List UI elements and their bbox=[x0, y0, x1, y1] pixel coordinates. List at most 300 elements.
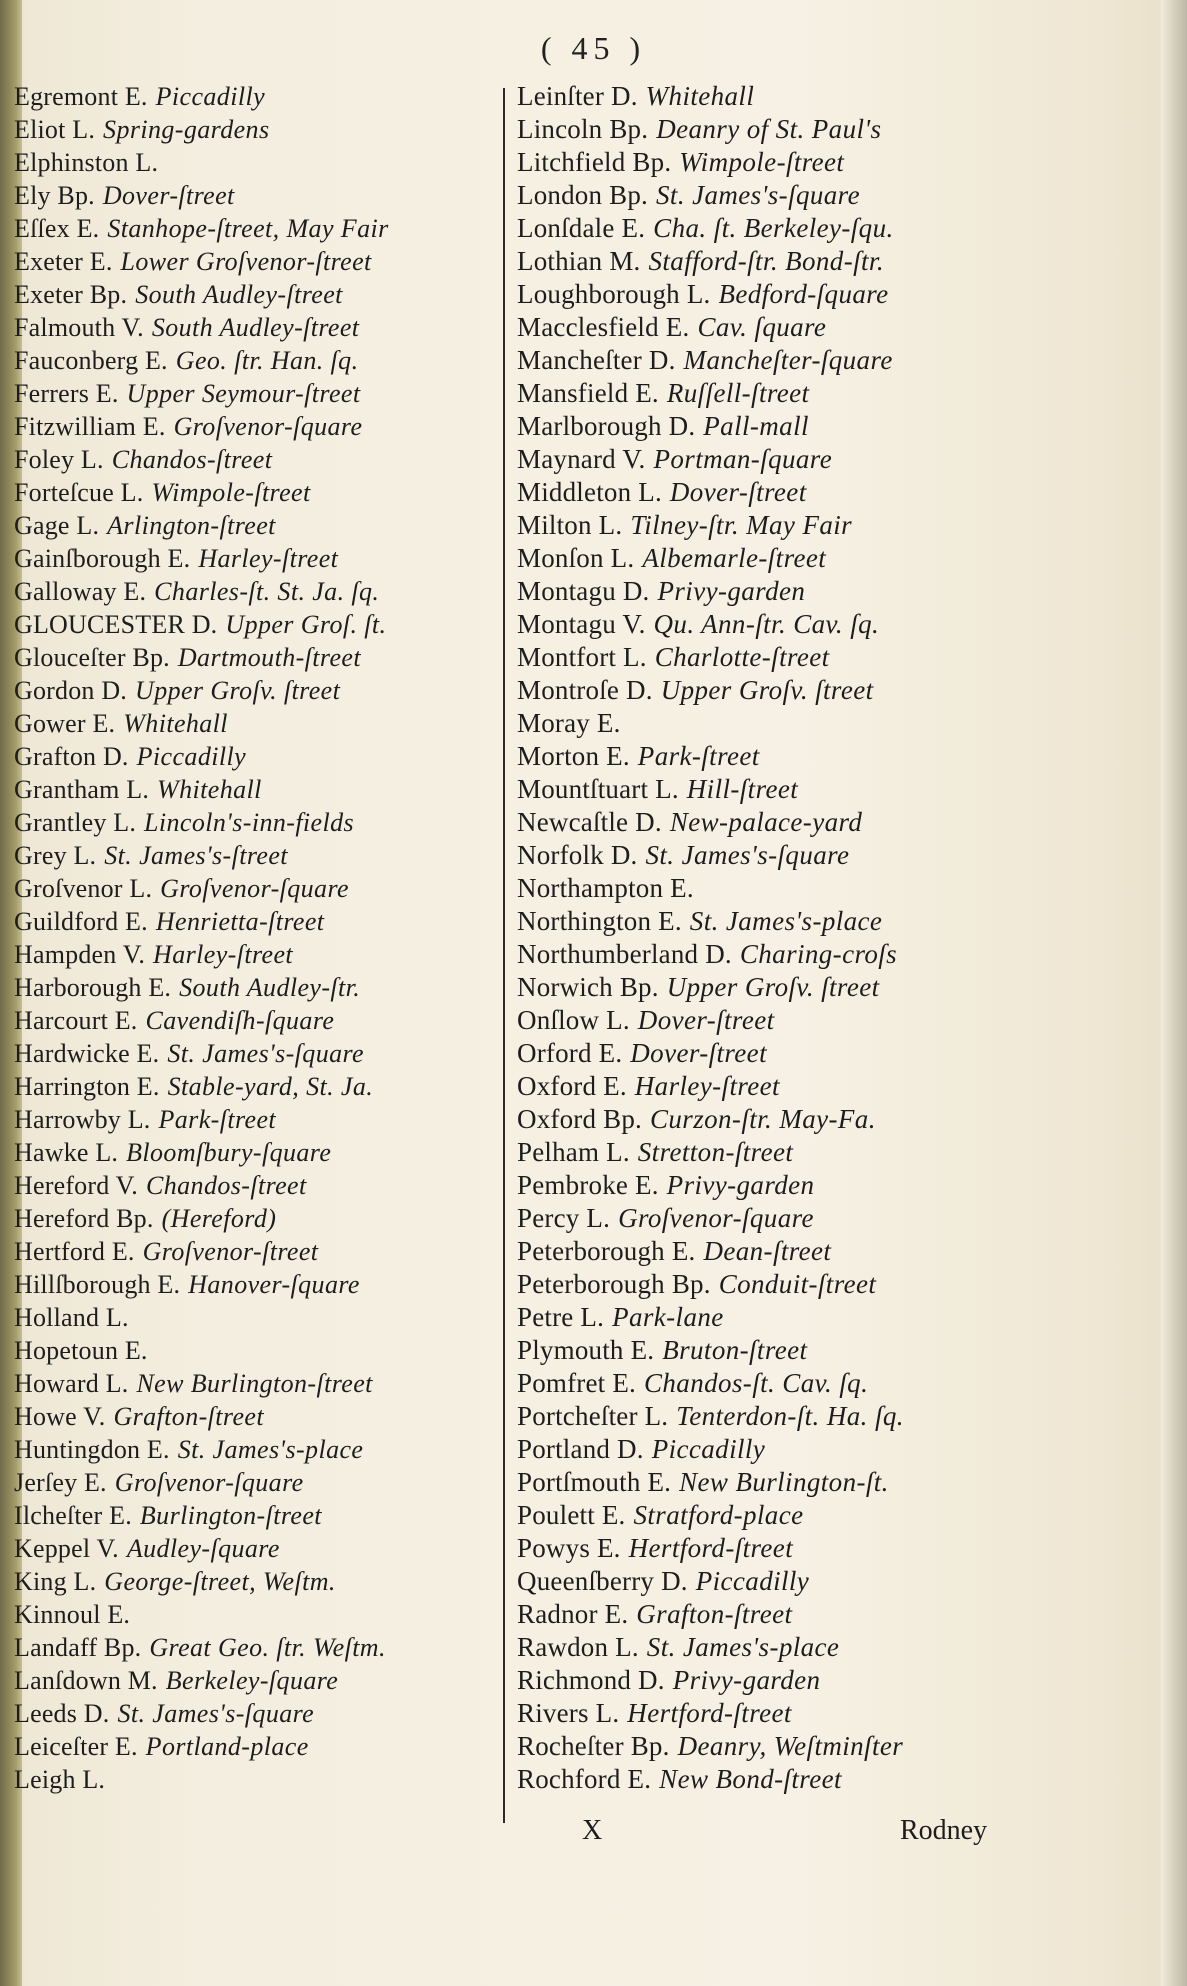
directory-entry bbox=[517, 179, 1017, 212]
entry-title: Lonſdale E. bbox=[517, 213, 646, 243]
directory-entry bbox=[517, 1400, 1017, 1433]
entry-title: Grey L. bbox=[14, 841, 97, 870]
entry-address: Privy-garden bbox=[672, 1665, 821, 1695]
entry-title: Grantley L. bbox=[14, 808, 137, 837]
entry-title: Hereford Bp. bbox=[14, 1204, 154, 1233]
entry-address: Portland-place bbox=[145, 1732, 309, 1761]
entry-title: Montagu D. bbox=[517, 576, 650, 606]
directory-entry bbox=[14, 1631, 494, 1664]
entry-address: Park-ſtreet bbox=[637, 741, 760, 771]
entry-title: Keppel V. bbox=[14, 1534, 119, 1563]
entry-title: GLOUCESTER D. bbox=[14, 610, 218, 639]
directory-entry bbox=[14, 1763, 494, 1796]
entry-title: Hawke L. bbox=[14, 1138, 119, 1167]
directory-entry bbox=[517, 1004, 1017, 1037]
entry-address: Whitehall bbox=[645, 81, 755, 111]
entry-address: Qu. Ann-ſtr. Cav. ſq. bbox=[653, 609, 880, 639]
entry-address: Pall-mall bbox=[703, 411, 809, 441]
directory-entry bbox=[517, 1235, 1017, 1268]
entry-address: Hanover-ſquare bbox=[188, 1270, 360, 1299]
entry-address: Cav. ſquare bbox=[697, 312, 827, 342]
directory-entry bbox=[517, 113, 1017, 146]
entry-address: Stafford-ſtr. Bond-ſtr. bbox=[648, 246, 884, 276]
entry-address: Lincoln's-inn-fields bbox=[144, 808, 355, 837]
entry-address: Piccadilly bbox=[695, 1566, 810, 1596]
entry-address: New Bond-ſtreet bbox=[659, 1764, 842, 1794]
entry-title: Oxford Bp. bbox=[517, 1104, 642, 1134]
entry-title: Northampton E. bbox=[517, 873, 694, 903]
entry-title: Gainſborough E. bbox=[14, 544, 191, 573]
entry-title: Montagu V. bbox=[517, 609, 646, 639]
directory-entry bbox=[14, 1565, 494, 1598]
entry-address: Park-ſtreet bbox=[158, 1105, 277, 1134]
entry-address: Stanhope-ſtreet, May Fair bbox=[107, 214, 389, 243]
entry-address: (Hereford) bbox=[161, 1204, 277, 1233]
directory-entry bbox=[14, 839, 494, 872]
entry-title: Fitzwilliam E. bbox=[14, 412, 166, 441]
directory-entry bbox=[14, 443, 494, 476]
entry-title: Hereford V. bbox=[14, 1171, 138, 1200]
directory-entry bbox=[517, 1202, 1017, 1235]
directory-entry bbox=[517, 344, 1017, 377]
directory-entry bbox=[14, 1367, 494, 1400]
entry-title: Harcourt E. bbox=[14, 1006, 138, 1035]
directory-entry bbox=[14, 1532, 494, 1565]
entry-address: Harley-ſtreet bbox=[198, 544, 339, 573]
directory-entry bbox=[517, 1433, 1017, 1466]
directory-entry bbox=[14, 311, 494, 344]
entry-address: Conduit-ſtreet bbox=[718, 1269, 877, 1299]
entry-title: Leigh L. bbox=[14, 1765, 106, 1794]
directory-entry bbox=[14, 938, 494, 971]
directory-entry bbox=[14, 509, 494, 542]
entry-title: Howe V. bbox=[14, 1402, 106, 1431]
directory-entry bbox=[14, 740, 494, 773]
directory-entry bbox=[517, 938, 1017, 971]
entry-address: Dartmouth-ſtreet bbox=[177, 643, 361, 672]
directory-entry bbox=[14, 1664, 494, 1697]
entry-title: Maynard V. bbox=[517, 444, 646, 474]
entry-title: Peterborough Bp. bbox=[517, 1269, 711, 1299]
entry-title: Fauconberg E. bbox=[14, 346, 168, 375]
directory-entry bbox=[14, 146, 494, 179]
directory-entry bbox=[517, 740, 1017, 773]
entry-address: Tilney-ſtr. May Fair bbox=[630, 510, 853, 540]
directory-entry bbox=[14, 1268, 494, 1301]
entry-title: Forteſcue L. bbox=[14, 478, 144, 507]
directory-entry bbox=[517, 80, 1017, 113]
entry-address: New Burlington-ſtreet bbox=[136, 1369, 373, 1398]
directory-entry bbox=[14, 1499, 494, 1532]
entry-address: Dover-ſtreet bbox=[637, 1005, 775, 1035]
directory-entry bbox=[517, 1763, 1017, 1796]
entry-title: Elphinston L. bbox=[14, 148, 159, 177]
entry-title: Radnor E. bbox=[517, 1599, 629, 1629]
entry-title: Holland L. bbox=[14, 1303, 129, 1332]
entry-title: Marlborough D. bbox=[517, 411, 696, 441]
entry-title: Plymouth E. bbox=[517, 1335, 655, 1365]
entry-address: Albemarle-ſtreet bbox=[642, 543, 827, 573]
directory-entry bbox=[14, 1037, 494, 1070]
directory-entry bbox=[517, 872, 1017, 905]
directory-entry bbox=[517, 641, 1017, 674]
directory-entry bbox=[14, 179, 494, 212]
entry-title: Monſon L. bbox=[517, 543, 635, 573]
entry-title: London Bp. bbox=[517, 180, 649, 210]
entry-title: Gordon D. bbox=[14, 676, 128, 705]
directory-entry bbox=[14, 1169, 494, 1202]
entry-title: Egremont E. bbox=[14, 82, 148, 111]
entry-address: Wimpole-ſtreet bbox=[151, 478, 311, 507]
entry-title: Gower E. bbox=[14, 709, 116, 738]
entry-title: Ely Bp. bbox=[14, 181, 95, 210]
directory-entry bbox=[14, 1466, 494, 1499]
entry-address: Deanry, Weſtminſter bbox=[677, 1731, 904, 1761]
entry-address: Bloomſbury-ſquare bbox=[126, 1138, 332, 1167]
entry-title: Montroſe D. bbox=[517, 675, 653, 705]
directory-entry bbox=[14, 1202, 494, 1235]
entry-title: Portcheſter L. bbox=[517, 1401, 669, 1431]
entry-address: Ruſſell-ſtreet bbox=[666, 378, 810, 408]
entry-address: St. James's-ſquare bbox=[117, 1699, 315, 1728]
directory-entry bbox=[14, 971, 494, 1004]
directory-entry bbox=[517, 1367, 1017, 1400]
directory-entry bbox=[14, 674, 494, 707]
directory-entry bbox=[517, 1565, 1017, 1598]
entry-title: Howard L. bbox=[14, 1369, 129, 1398]
entry-address: St. James's-ſquare bbox=[645, 840, 850, 870]
entry-address: Berkeley-ſquare bbox=[165, 1666, 339, 1695]
entry-address: Privy-garden bbox=[657, 576, 806, 606]
entry-address: Upper Groſv. ſtreet bbox=[666, 972, 880, 1002]
directory-entry bbox=[517, 575, 1017, 608]
entry-address: New-palace-yard bbox=[669, 807, 863, 837]
entry-title: Harrowby L. bbox=[14, 1105, 151, 1134]
directory-entry bbox=[14, 476, 494, 509]
entry-title: Harrington E. bbox=[14, 1072, 160, 1101]
entry-title: Hampden V. bbox=[14, 940, 146, 969]
directory-entry bbox=[517, 311, 1017, 344]
entry-title: Kinnoul E. bbox=[14, 1600, 131, 1629]
directory-entry bbox=[14, 245, 494, 278]
entry-title: Falmouth V. bbox=[14, 313, 144, 342]
entry-title: Rawdon L. bbox=[517, 1632, 639, 1662]
entry-title: Montfort L. bbox=[517, 642, 647, 672]
directory-entry bbox=[14, 212, 494, 245]
entry-title: Powys E. bbox=[517, 1533, 621, 1563]
directory-entry bbox=[517, 1169, 1017, 1202]
entry-title: Exeter Bp. bbox=[14, 280, 128, 309]
entry-title: Ferrers E. bbox=[14, 379, 119, 408]
entry-address: Grafton-ſtreet bbox=[113, 1402, 264, 1431]
directory-entry bbox=[14, 872, 494, 905]
entry-title: Huntingdon E. bbox=[14, 1435, 170, 1464]
entry-title: Hardwicke E. bbox=[14, 1039, 160, 1068]
entry-address: St. James's-ſquare bbox=[656, 180, 860, 210]
entry-address: Hertford-ſtreet bbox=[628, 1533, 794, 1563]
directory-entry bbox=[14, 773, 494, 806]
directory-entry bbox=[517, 212, 1017, 245]
entry-title: Lothian M. bbox=[517, 246, 641, 276]
entry-title: Foley L. bbox=[14, 445, 104, 474]
entry-address: Chandos-ſtreet bbox=[146, 1171, 307, 1200]
entry-title: Poulett E. bbox=[517, 1500, 626, 1530]
directory-entry bbox=[14, 344, 494, 377]
directory-entry bbox=[14, 1004, 494, 1037]
directory-entry bbox=[517, 1334, 1017, 1367]
entry-title: Morton E. bbox=[517, 741, 630, 771]
entry-title: Richmond D. bbox=[517, 1665, 665, 1695]
entry-address: Upper Seymour-ſtreet bbox=[126, 379, 361, 408]
entry-address: St. James's-ſquare bbox=[167, 1039, 364, 1068]
entry-address: Harley-ſtreet bbox=[634, 1071, 780, 1101]
entry-title: Grafton D. bbox=[14, 742, 129, 771]
directory-entry bbox=[517, 806, 1017, 839]
entry-title: Pomfret E. bbox=[517, 1368, 636, 1398]
entry-title: Leeds D. bbox=[14, 1699, 110, 1728]
entry-address: Portman-ſquare bbox=[653, 444, 833, 474]
entry-title: Mountſtuart L. bbox=[517, 774, 679, 804]
entry-title: Landaff Bp. bbox=[14, 1633, 142, 1662]
entry-title: Eſſex E. bbox=[14, 214, 100, 243]
directory-entry bbox=[517, 1103, 1017, 1136]
entry-address: Stretton-ſtreet bbox=[637, 1137, 794, 1167]
directory-entry bbox=[517, 674, 1017, 707]
entry-address: Bruton-ſtreet bbox=[662, 1335, 808, 1365]
entry-title: Leinſter D. bbox=[517, 81, 638, 111]
entry-address: St. James's-place bbox=[689, 906, 883, 936]
directory-entry bbox=[14, 806, 494, 839]
entry-address: Bedford-ſquare bbox=[718, 279, 889, 309]
entry-address: Hertford-ſtreet bbox=[627, 1698, 792, 1728]
directory-entry bbox=[14, 542, 494, 575]
directory-entry bbox=[517, 509, 1017, 542]
entry-address: Grafton-ſtreet bbox=[636, 1599, 793, 1629]
entry-address: Dover-ſtreet bbox=[102, 181, 235, 210]
entry-address: Piccadilly bbox=[651, 1434, 766, 1464]
entry-address: Tenterdon-ſt. Ha. ſq. bbox=[676, 1401, 904, 1431]
entry-title: Rochford E. bbox=[517, 1764, 652, 1794]
entry-address: Piccadilly bbox=[155, 82, 266, 111]
directory-entry bbox=[517, 476, 1017, 509]
directory-entry bbox=[517, 377, 1017, 410]
entry-title: Pelham L. bbox=[517, 1137, 630, 1167]
entry-address: Henrietta-ſtreet bbox=[155, 907, 325, 936]
directory-entry bbox=[517, 1037, 1017, 1070]
directory-entry bbox=[14, 1400, 494, 1433]
directory-entry bbox=[14, 575, 494, 608]
entry-title: Northington E. bbox=[517, 906, 682, 936]
entry-title: Norfolk D. bbox=[517, 840, 638, 870]
directory-entry bbox=[14, 1235, 494, 1268]
directory-entry bbox=[517, 1268, 1017, 1301]
entry-title: Queenſberry D. bbox=[517, 1566, 688, 1596]
entry-address: Curzon-ſtr. May-Fa. bbox=[650, 1104, 876, 1134]
entry-title: Eliot L. bbox=[14, 115, 96, 144]
entry-title: Portland D. bbox=[517, 1434, 644, 1464]
directory-entry bbox=[517, 443, 1017, 476]
entry-title: Hertford E. bbox=[14, 1237, 135, 1266]
entry-title: Hopetoun E. bbox=[14, 1336, 148, 1365]
directory-entry bbox=[517, 905, 1017, 938]
entry-address: Piccadilly bbox=[136, 742, 247, 771]
entry-title: Lincoln Bp. bbox=[517, 114, 649, 144]
entry-title: Northumberland D. bbox=[517, 939, 732, 969]
left-column bbox=[14, 80, 494, 1796]
entry-address: Harley-ſtreet bbox=[153, 940, 294, 969]
directory-entry bbox=[517, 1466, 1017, 1499]
directory-entry bbox=[517, 278, 1017, 311]
directory-entry bbox=[14, 278, 494, 311]
entry-address: Groſvenor-ſquare bbox=[618, 1203, 814, 1233]
entry-address: Stratford-place bbox=[633, 1500, 804, 1530]
entry-address: Deanry of St. Paul's bbox=[656, 114, 882, 144]
entry-title: Peterborough E. bbox=[517, 1236, 696, 1266]
entry-title: Onſlow L. bbox=[517, 1005, 630, 1035]
directory-entry bbox=[517, 839, 1017, 872]
entry-address: Charles-ſt. St. Ja. ſq. bbox=[154, 577, 380, 606]
entry-address: Mancheſter-ſquare bbox=[683, 345, 893, 375]
entry-address: Great Geo. ſtr. Weſtm. bbox=[149, 1633, 386, 1662]
entry-title: Mancheſter D. bbox=[517, 345, 676, 375]
directory-entry bbox=[14, 1103, 494, 1136]
directory-entry bbox=[14, 1730, 494, 1763]
directory-entry bbox=[517, 1070, 1017, 1103]
page-outer-edge bbox=[1161, 0, 1187, 1986]
entry-address: Dover-ſtreet bbox=[630, 1038, 767, 1068]
entry-address: Upper Groſv. ſtreet bbox=[135, 676, 341, 705]
entry-title: Milton L. bbox=[517, 510, 623, 540]
entry-title: Loughborough L. bbox=[517, 279, 711, 309]
entry-title: Leiceſter E. bbox=[14, 1732, 138, 1761]
directory-entry bbox=[14, 1301, 494, 1334]
directory-entry bbox=[14, 641, 494, 674]
entry-title: Pembroke E. bbox=[517, 1170, 659, 1200]
catchword: Rodney bbox=[900, 1815, 988, 1846]
entry-address: South Audley-ſtreet bbox=[135, 280, 343, 309]
directory-entry bbox=[517, 1499, 1017, 1532]
directory-entry bbox=[14, 608, 494, 641]
entry-title: Ilcheſter E. bbox=[14, 1501, 132, 1530]
directory-entry bbox=[517, 971, 1017, 1004]
entry-title: Orford E. bbox=[517, 1038, 623, 1068]
directory-entry bbox=[14, 377, 494, 410]
entry-address: Stable-yard, St. Ja. bbox=[167, 1072, 374, 1101]
directory-entry bbox=[14, 113, 494, 146]
entry-title: Macclesfield E. bbox=[517, 312, 690, 342]
entry-address: Burlington-ſtreet bbox=[139, 1501, 322, 1530]
entry-title: Guildford E. bbox=[14, 907, 148, 936]
entry-title: Newcaſtle D. bbox=[517, 807, 662, 837]
directory-entry bbox=[517, 1697, 1017, 1730]
directory-entry bbox=[14, 80, 494, 113]
entry-address: St. James's-place bbox=[646, 1632, 840, 1662]
entry-title: Rocheſter Bp. bbox=[517, 1731, 670, 1761]
entry-title: Gage L. bbox=[14, 511, 100, 540]
directory-entry bbox=[517, 1664, 1017, 1697]
entry-title: Norwich Bp. bbox=[517, 972, 659, 1002]
entry-title: Exeter E. bbox=[14, 247, 113, 276]
directory-entry bbox=[517, 146, 1017, 179]
directory-entry bbox=[517, 707, 1017, 740]
entry-address: Groſvenor-ſtreet bbox=[142, 1237, 319, 1266]
page-number: ( 45 ) bbox=[540, 30, 647, 66]
entry-address: Whitehall bbox=[157, 775, 262, 804]
directory-entry bbox=[14, 707, 494, 740]
entry-title: Portſmouth E. bbox=[517, 1467, 672, 1497]
entry-address: Audley-ſquare bbox=[126, 1534, 280, 1563]
entry-address: Privy-garden bbox=[666, 1170, 815, 1200]
right-column bbox=[517, 80, 1017, 1796]
entry-address: St. James's-place bbox=[177, 1435, 364, 1464]
directory-entry bbox=[517, 542, 1017, 575]
directory-entry bbox=[517, 1730, 1017, 1763]
directory-entry bbox=[14, 1697, 494, 1730]
entry-title: King L. bbox=[14, 1567, 97, 1596]
directory-entry bbox=[14, 410, 494, 443]
entry-title: Oxford E. bbox=[517, 1071, 627, 1101]
directory-entry bbox=[517, 1598, 1017, 1631]
entry-address: Chandos-ſt. Cav. ſq. bbox=[643, 1368, 869, 1398]
entry-address: Whitehall bbox=[123, 709, 228, 738]
entry-address: Cavendiſh-ſquare bbox=[145, 1006, 335, 1035]
entry-address: Charlotte-ſtreet bbox=[654, 642, 830, 672]
entry-title: Percy L. bbox=[517, 1203, 611, 1233]
entry-address: George-ſtreet, Weſtm. bbox=[104, 1567, 336, 1596]
entry-address: Groſvenor-ſquare bbox=[173, 412, 363, 441]
entry-title: Groſvenor L. bbox=[14, 874, 153, 903]
entry-title: Glouceſter Bp. bbox=[14, 643, 170, 672]
entry-address: Lower Groſvenor-ſtreet bbox=[120, 247, 372, 276]
signature-mark: X bbox=[582, 1815, 603, 1846]
entry-title: Middleton L. bbox=[517, 477, 662, 507]
entry-address: Dean-ſtreet bbox=[703, 1236, 832, 1266]
column-divider bbox=[503, 88, 505, 1823]
entry-title: Litchfield Bp. bbox=[517, 147, 672, 177]
entry-address: Arlington-ſtreet bbox=[107, 511, 276, 540]
directory-entry bbox=[14, 1334, 494, 1367]
entry-address: South Audley-ſtr. bbox=[179, 973, 361, 1002]
directory-entry bbox=[14, 1136, 494, 1169]
directory-entry bbox=[517, 245, 1017, 278]
directory-entry bbox=[517, 1631, 1017, 1664]
entry-title: Hillſborough E. bbox=[14, 1270, 181, 1299]
directory-entry bbox=[14, 905, 494, 938]
entry-title: Petre L. bbox=[517, 1302, 605, 1332]
directory-entry bbox=[517, 1136, 1017, 1169]
entry-address: Wimpole-ſtreet bbox=[679, 147, 845, 177]
entry-title: Mansfield E. bbox=[517, 378, 659, 408]
entry-address: Geo. ſtr. Han. ſq. bbox=[175, 346, 359, 375]
entry-title: Galloway E. bbox=[14, 577, 147, 606]
directory-entry bbox=[517, 773, 1017, 806]
entry-address: Spring-gardens bbox=[103, 115, 270, 144]
directory-entry bbox=[14, 1070, 494, 1103]
entry-title: Moray E. bbox=[517, 708, 621, 738]
directory-entry bbox=[14, 1598, 494, 1631]
entry-title: Lanſdown M. bbox=[14, 1666, 158, 1695]
entry-address: Upper Groſ. ſt. bbox=[225, 610, 387, 639]
entry-address: Hill-ſtreet bbox=[686, 774, 799, 804]
entry-address: Groſvenor-ſquare bbox=[160, 874, 349, 903]
entry-title: Jerſey E. bbox=[14, 1468, 107, 1497]
entry-address: Dover-ſtreet bbox=[669, 477, 807, 507]
entry-address: Chandos-ſtreet bbox=[111, 445, 273, 474]
directory-entry bbox=[517, 608, 1017, 641]
directory-entry bbox=[14, 1433, 494, 1466]
entry-address: St. James's-ſtreet bbox=[104, 841, 288, 870]
entry-address: Upper Groſv. ſtreet bbox=[660, 675, 874, 705]
